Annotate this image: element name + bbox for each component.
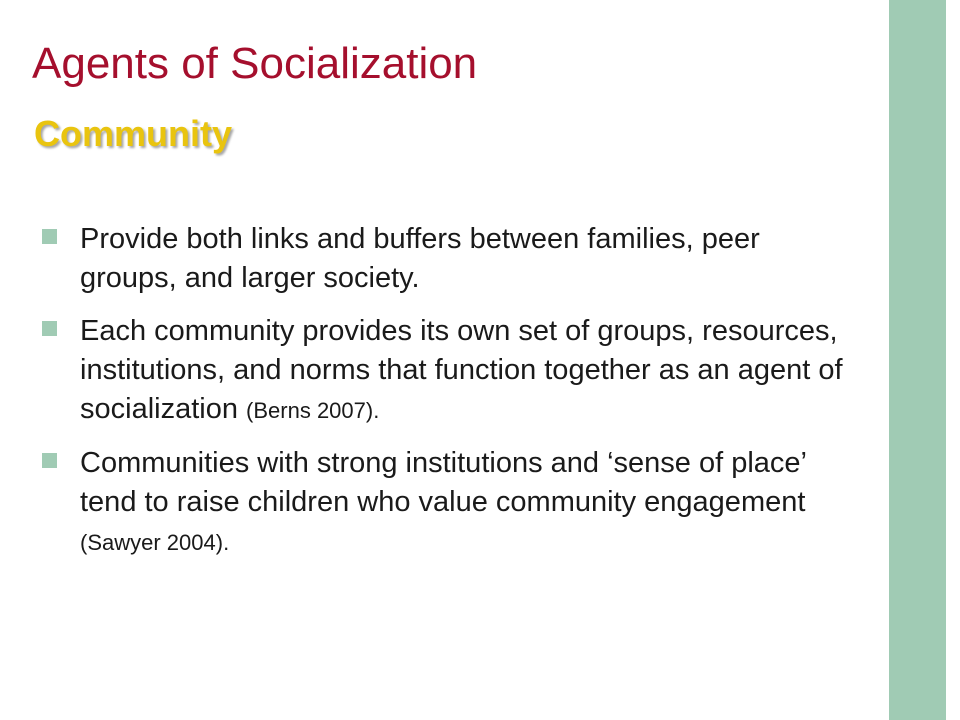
square-bullet-icon	[42, 453, 57, 468]
square-bullet-icon	[42, 229, 57, 244]
bullet-item	[34, 220, 854, 298]
bullet-text: Each community provides its own set of groups, resources, institutions, and norms that function together as an agent of socialization	[80, 315, 843, 425]
slide-title: Agents of Socialization	[32, 39, 478, 88]
square-bullet-icon	[42, 321, 57, 336]
bullet-list	[34, 220, 854, 576]
bullet-citation: (Berns 2007).	[246, 398, 380, 423]
slide-subtitle: Community	[34, 113, 232, 154]
bullet-item	[34, 312, 854, 430]
bullet-text: Communities with strong institutions and ‘sense of place’ tend to raise children who value community engagement	[80, 447, 806, 518]
bullet-item	[34, 444, 854, 562]
bullet-text: Provide both links and buffers between families, peer groups, and larger society.	[80, 223, 760, 294]
bullet-citation: (Sawyer 2004).	[80, 530, 230, 555]
accent-side-bar	[889, 0, 946, 720]
